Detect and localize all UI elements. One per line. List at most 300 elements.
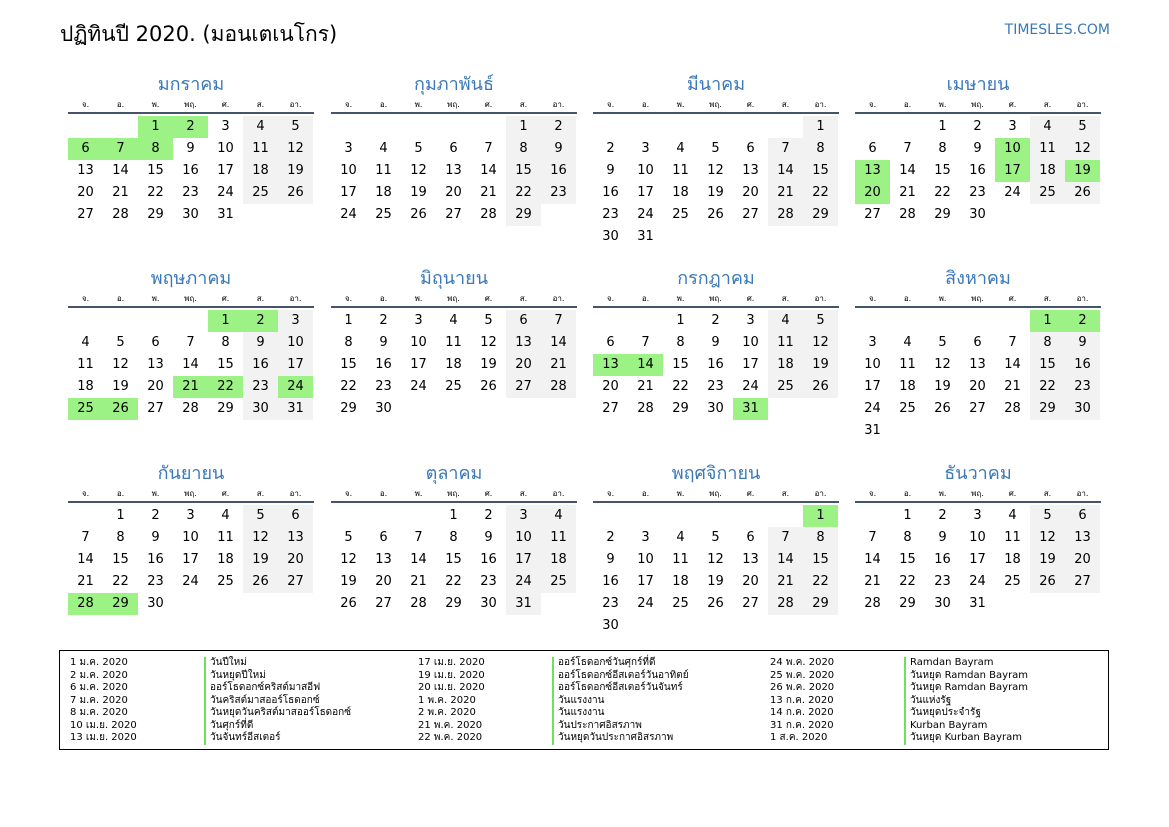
day-cell: 24 [506,571,541,593]
day-cell: 7 [1008,335,1017,350]
holiday-date: 10 เม.ย. 2020 [70,719,137,731]
weekday-label: จ. [81,100,90,109]
weekday-label: พฤ. [971,294,984,303]
day-cell: 17 [410,357,427,372]
day-cell: 21 [637,379,654,394]
day-cell: 9 [541,138,576,160]
day-cell: 17 [217,163,234,178]
day-cell: 16 [182,163,199,178]
day-cell: 5 [484,313,493,328]
day-cell: 27 [864,207,881,222]
weekday-label: ส. [519,489,528,498]
weekday-label: อ. [903,294,912,303]
day-cell: 6 [606,335,615,350]
day-cell: 18 [77,379,94,394]
day-cell: 15 [899,552,916,567]
day-grid [331,505,577,615]
day-cell: 8 [344,335,353,350]
day-cell: 28 [768,204,803,226]
holiday-entry [70,707,351,720]
day-cell: 29 [1030,398,1065,420]
month-name: เมษายน [946,74,1010,95]
holiday-date: 13 ก.ค. 2020 [770,694,834,706]
day-cell: 3 [868,335,877,350]
day-cell: 22 [934,185,951,200]
day-cell: 28 [899,207,916,222]
day-cell: 26 [1030,571,1065,593]
day-cell: 12 [1030,527,1065,549]
day-cell: 1 [344,313,353,328]
day-cell: 28 [637,401,654,416]
holiday-list [59,650,1109,750]
day-cell: 11 [672,163,689,178]
empty-cell [733,116,768,138]
empty-cell [698,505,733,527]
day-cell: 28 [768,593,803,615]
day-cell: 27 [506,376,541,398]
empty-cell [960,310,995,332]
day-cell: 27 [147,401,164,416]
day-cell: 13 [1065,527,1100,549]
weekday-label: จ. [868,100,877,109]
day-cell: 7 [186,335,195,350]
day-grid [68,310,314,420]
day-cell: 2 [151,508,160,523]
day-cell: 24 [340,207,357,222]
weekday-label: ส. [519,100,528,109]
day-cell: 9 [379,335,388,350]
day-cell: 29 [340,401,357,416]
day-cell: 4 [1008,508,1017,523]
day-cell: 16 [1065,354,1100,376]
day-cell: 8 [506,138,541,160]
day-cell: 15 [217,357,234,372]
month-calendar [855,72,1101,226]
day-cell: 18 [217,552,234,567]
weekday-label: พฤ. [184,294,197,303]
holiday-entry [770,657,1028,670]
weekday-label: ส. [781,489,790,498]
day-cell: 15 [934,163,951,178]
day-cell: 13 [969,357,986,372]
weekday-label: ศ. [746,100,755,109]
weekday-label: อ. [116,489,125,498]
holiday-date: 1 พ.ค. 2020 [418,694,476,706]
day-cell: 29 [934,207,951,222]
holiday-date: 2 พ.ค. 2020 [418,707,476,718]
day-cell: 23 [969,185,986,200]
day-cell: 13 [375,552,392,567]
weekday-label: อา. [552,294,565,303]
month-name: สิงหาคม [945,268,1011,289]
day-cell: 18 [375,185,392,200]
day-cell: 10 [340,163,357,178]
month-name: กรกฎาคม [677,268,755,289]
month-calendar [331,266,577,420]
day-cell: 25 [672,596,689,611]
day-cell: 19 [340,574,357,589]
weekday-label: จ. [81,489,90,498]
empty-cell [173,310,208,332]
day-cell: 29 [672,401,689,416]
day-cell: 3 [1008,119,1017,134]
day-cell: 15 [506,160,541,182]
weekday-label: ส. [781,294,790,303]
day-cell: 21 [1004,379,1021,394]
day-grid [855,116,1101,226]
day-cell: 17 [864,379,881,394]
weekday-label: พ. [676,100,685,109]
empty-cell [890,116,925,138]
day-cell: 8 [676,335,685,350]
day-cell: 4 [676,530,685,545]
day-cell: 12 [340,552,357,567]
day-cell: 26 [707,207,724,222]
weekday-label: อ. [641,489,650,498]
day-cell: 20 [969,379,986,394]
day-cell: 6 [379,530,388,545]
day-cell: 8 [803,527,838,549]
day-cell: 12 [278,138,313,160]
day-cell: 31 [864,423,881,438]
day-cell: 9 [1065,332,1100,354]
month-calendar [855,266,1101,442]
weekday-label: ศ. [746,489,755,498]
empty-cell [628,505,663,527]
day-cell: 11 [1004,530,1021,545]
holiday-day-cell: 2 [173,116,208,138]
day-cell: 19 [1030,549,1065,571]
day-cell: 2 [973,119,982,134]
day-cell: 4 [1030,116,1065,138]
month-calendar [593,266,839,420]
day-cell: 7 [81,530,90,545]
holiday-day-cell: 1 [138,116,173,138]
day-cell: 14 [541,332,576,354]
day-cell: 8 [221,335,230,350]
holiday-entry [70,657,351,670]
day-cell: 31 [969,596,986,611]
day-cell: 30 [969,207,986,222]
empty-cell [103,310,138,332]
day-cell: 24 [1004,185,1021,200]
day-cell: 14 [410,552,427,567]
day-cell: 24 [217,185,234,200]
holiday-day-cell: 1 [1030,310,1065,332]
weekday-label: อา. [289,294,302,303]
holiday-entry [770,695,1028,708]
day-cell: 27 [278,571,313,593]
holiday-day-cell: 1 [803,505,838,527]
day-cell: 3 [344,141,353,156]
day-cell: 14 [480,163,497,178]
day-cell: 18 [672,574,689,589]
day-cell: 20 [445,185,462,200]
weekday-label: ศ. [484,100,493,109]
weekday-header [855,487,1101,503]
day-cell: 6 [506,310,541,332]
day-cell: 9 [606,163,615,178]
day-cell: 19 [410,185,427,200]
day-grid [855,505,1101,615]
month-calendar [331,72,577,226]
holiday-name: วันคริสต์มาสออร์โธดอกซ์ [204,695,320,708]
day-cell: 19 [243,549,278,571]
day-cell: 22 [112,574,129,589]
holiday-name: วันหยุด Ramdan Bayram [904,682,1028,695]
weekday-label: พฤ. [184,489,197,498]
weekday-label: จ. [344,294,353,303]
holiday-date: 24 พ.ค. 2020 [770,657,835,668]
holiday-name: วันหยุดวันประกาศอิสรภาพ [552,732,673,745]
empty-cell [366,116,401,138]
day-cell: 3 [186,508,195,523]
holiday-day-cell: 31 [733,398,768,420]
day-cell: 16 [147,552,164,567]
day-cell: 30 [182,207,199,222]
weekday-header [593,487,839,503]
holiday-entry [70,732,351,745]
holiday-day-cell: 26 [103,398,138,420]
day-cell: 21 [541,354,576,376]
holiday-date: 14 ก.ค. 2020 [770,707,834,718]
day-cell: 9 [151,530,160,545]
weekday-label: อา. [552,489,565,498]
day-cell: 5 [344,530,353,545]
day-cell: 25 [217,574,234,589]
day-cell: 14 [182,357,199,372]
brand-link[interactable]: TIMESLES.COM [1004,22,1110,38]
day-cell: 25 [375,207,392,222]
day-cell: 8 [449,530,458,545]
holiday-date: 7 ม.ค. 2020 [70,694,128,706]
month-name: กุมภาพันธ์ [414,74,494,95]
day-grid [68,116,314,226]
day-cell: 29 [803,593,838,615]
day-cell: 11 [768,332,803,354]
holiday-column [418,657,689,745]
day-cell: 4 [541,505,576,527]
day-cell: 14 [899,163,916,178]
day-cell: 11 [445,335,462,350]
weekday-label: ส. [1043,100,1052,109]
weekday-header [593,292,839,308]
day-cell: 13 [742,163,759,178]
day-cell: 9 [484,530,493,545]
day-cell: 19 [278,160,313,182]
day-cell: 12 [707,163,724,178]
day-cell: 27 [77,207,94,222]
empty-cell [768,116,803,138]
weekday-header [68,487,314,503]
day-cell: 29 [445,596,462,611]
day-cell: 10 [278,332,313,354]
day-cell: 12 [1065,138,1100,160]
weekday-label: พ. [151,489,160,498]
day-cell: 16 [707,357,724,372]
weekday-label: จ. [606,294,615,303]
weekday-label: พ. [414,294,423,303]
holiday-date: 13 เม.ย. 2020 [70,732,137,743]
empty-cell [366,505,401,527]
day-cell: 25 [541,571,576,593]
day-cell: 14 [1004,357,1021,372]
day-cell: 27 [1065,571,1100,593]
day-cell: 31 [637,229,654,244]
day-cell: 30 [1065,398,1100,420]
day-grid [593,505,839,637]
weekday-label: พ. [414,489,423,498]
month-name: มิถุนายน [419,268,489,289]
day-cell: 2 [711,313,720,328]
holiday-entry [418,657,689,670]
day-cell: 22 [899,574,916,589]
day-grid [593,116,839,248]
day-cell: 17 [182,552,199,567]
day-cell: 21 [410,574,427,589]
day-cell: 15 [340,357,357,372]
holiday-entry [70,670,351,683]
day-cell: 24 [637,596,654,611]
day-cell: 1 [938,119,947,134]
empty-cell [890,310,925,332]
weekday-header [331,487,577,503]
day-cell: 1 [116,508,125,523]
holiday-name: Kurban Bayram [904,720,987,733]
day-cell: 9 [606,552,615,567]
day-cell: 10 [217,141,234,156]
holiday-name: วันจันทร์อีสเตอร์ [204,732,281,745]
day-cell: 26 [480,379,497,394]
day-cell: 26 [1065,182,1100,204]
day-cell: 21 [768,571,803,593]
day-cell: 17 [637,574,654,589]
day-cell: 15 [803,160,838,182]
day-cell: 22 [803,182,838,204]
holiday-day-cell: 19 [1065,160,1100,182]
day-cell: 12 [934,357,951,372]
day-cell: 22 [1030,376,1065,398]
weekday-label: อา. [289,100,302,109]
weekday-label: ศ. [746,294,755,303]
weekday-label: ส. [519,294,528,303]
day-cell: 25 [1004,574,1021,589]
day-cell: 22 [445,574,462,589]
holiday-day-cell: 20 [855,182,890,204]
day-cell: 12 [410,163,427,178]
holiday-date: 1 ส.ค. 2020 [770,732,828,743]
day-cell: 6 [1065,505,1100,527]
month-calendar [68,266,314,420]
empty-cell [331,116,366,138]
day-cell: 10 [969,530,986,545]
day-cell: 2 [379,313,388,328]
day-cell: 13 [147,357,164,372]
weekday-label: อา. [289,489,302,498]
day-cell: 26 [243,571,278,593]
day-cell: 7 [414,530,423,545]
day-cell: 8 [1030,332,1065,354]
day-cell: 6 [449,141,458,156]
weekday-label: ส. [256,100,265,109]
day-grid [331,310,577,420]
holiday-day-cell: 14 [628,354,663,376]
day-cell: 30 [147,596,164,611]
day-cell: 13 [742,552,759,567]
day-cell: 9 [186,141,195,156]
day-cell: 16 [243,354,278,376]
day-cell: 13 [506,332,541,354]
holiday-entry [418,682,689,695]
day-cell: 3 [506,505,541,527]
weekday-label: พฤ. [971,100,984,109]
day-cell: 23 [1065,376,1100,398]
day-cell: 10 [410,335,427,350]
day-cell: 26 [410,207,427,222]
month-calendar [68,461,314,615]
weekday-label: พฤ. [447,489,460,498]
holiday-name: ออร์โธดอกซ์อีสเตอร์วันอาทิตย์ [552,670,689,683]
weekday-label: พฤ. [971,489,984,498]
day-cell: 11 [243,138,278,160]
day-cell: 8 [903,530,912,545]
holiday-date: 25 พ.ค. 2020 [770,669,835,681]
day-cell: 20 [147,379,164,394]
weekday-label: จ. [606,489,615,498]
holiday-day-cell: 25 [68,398,103,420]
weekday-label: ศ. [1008,489,1017,498]
holiday-name: วันศุกร์ที่ดี [204,720,253,733]
day-cell: 7 [868,530,877,545]
holiday-name: วันหยุด Kurban Bayram [904,732,1022,745]
holiday-day-cell: 7 [103,138,138,160]
day-cell: 7 [903,141,912,156]
weekday-label: พ. [938,100,947,109]
day-cell: 28 [1004,401,1021,416]
empty-cell [663,116,698,138]
day-cell: 9 [938,530,947,545]
day-cell: 6 [746,141,755,156]
day-cell: 6 [151,335,160,350]
holiday-entry [770,670,1028,683]
empty-cell [628,116,663,138]
day-cell: 9 [711,335,720,350]
day-cell: 12 [707,552,724,567]
empty-cell [855,116,890,138]
day-cell: 4 [379,141,388,156]
day-cell: 5 [1065,116,1100,138]
day-cell: 5 [938,335,947,350]
holiday-entry [418,732,689,745]
day-cell: 18 [541,549,576,571]
day-cell: 4 [243,116,278,138]
weekday-header [331,98,577,114]
holiday-date: 6 ม.ค. 2020 [70,682,128,693]
weekday-label: อา. [814,294,827,303]
day-cell: 5 [414,141,423,156]
day-cell: 24 [742,379,759,394]
day-cell: 9 [243,332,278,354]
day-cell: 2 [938,508,947,523]
day-cell: 15 [112,552,129,567]
weekday-label: อ. [903,489,912,498]
empty-cell [471,116,506,138]
day-cell: 23 [602,207,619,222]
day-cell: 20 [602,379,619,394]
day-cell: 18 [768,354,803,376]
day-cell: 4 [903,335,912,350]
day-cell: 23 [147,574,164,589]
